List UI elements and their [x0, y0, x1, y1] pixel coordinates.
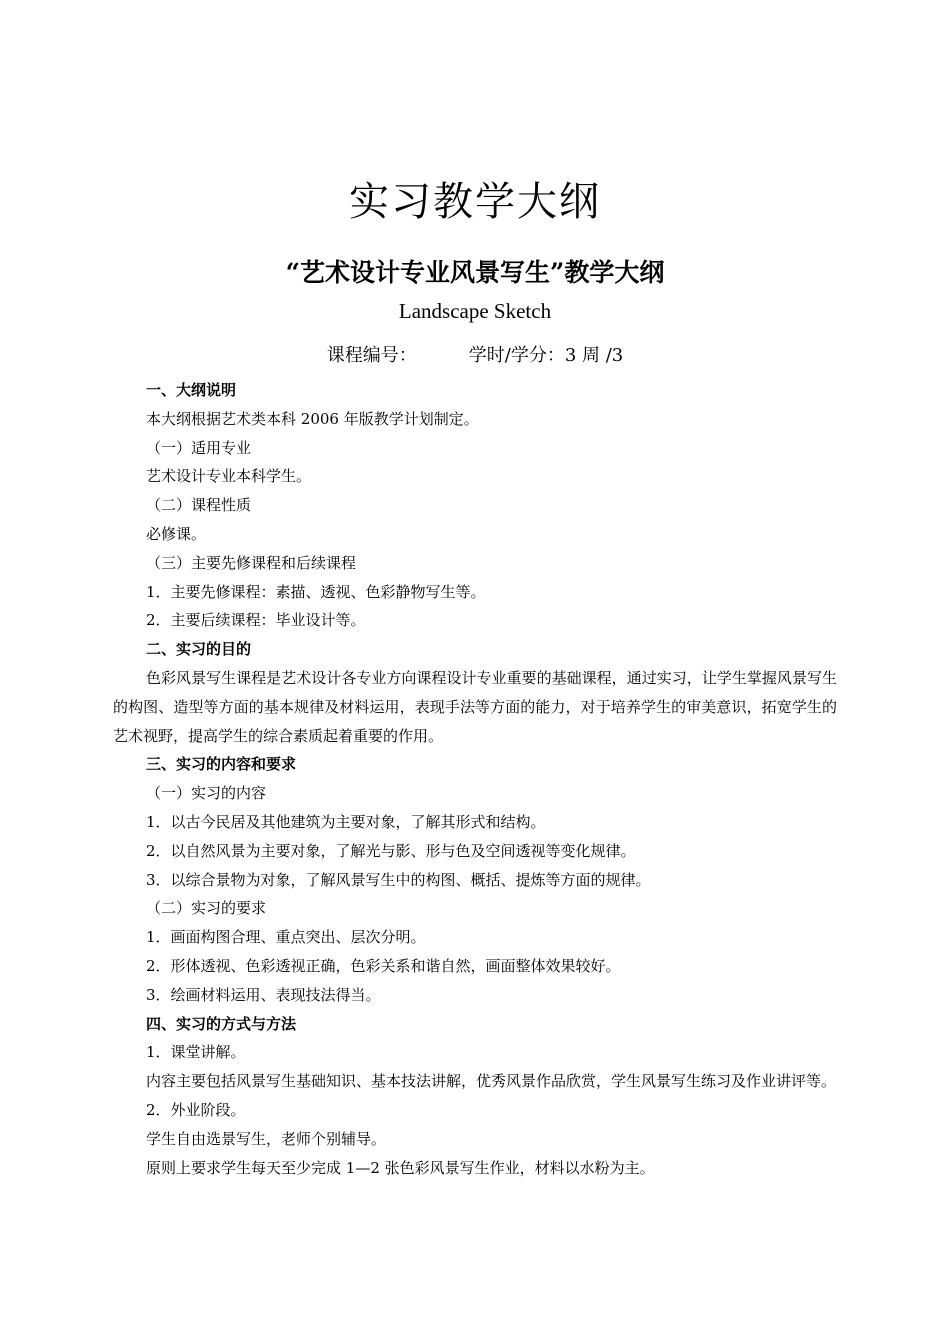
body-paragraph: 1．以古今民居及其他建筑为主要对象，了解其形式和结构。 — [146, 812, 546, 831]
body-paragraph: 2．外业阶段。 — [146, 1100, 246, 1119]
course-code-label: 课程编号： — [326, 345, 417, 366]
section-heading: 一、大纲说明 — [146, 381, 237, 399]
section-heading: 四、实习的方式与方法 — [146, 1014, 297, 1033]
course-info-line — [0, 343, 950, 369]
body-paragraph: （二）实习的要求 — [146, 899, 267, 918]
body-paragraph: 1．画面构图合理、重点突出、层次分明。 — [146, 928, 426, 947]
body-paragraph: 2．形体透视、色彩透视正确，色彩关系和谐自然，画面整体效果较好。 — [146, 956, 621, 975]
body-paragraph: 学生自由选景写生，老师个别辅导。 — [146, 1129, 387, 1148]
body-paragraph: 2．主要后续课程：毕业设计等。 — [146, 611, 366, 630]
document-body — [113, 376, 837, 1182]
body-paragraph: （一）适用专业 — [146, 438, 252, 457]
english-title: Landscape Sketch — [398, 299, 552, 323]
body-paragraph: 3．绘画材料运用、表现技法得当。 — [146, 985, 381, 1004]
body-paragraph: 内容主要包括风景写生基础知识、基本技法讲解，优秀风景作品欣赏，学生风景写生练习及作业讲评等。 — [146, 1072, 837, 1091]
section-heading: 三、实习的内容和要求 — [146, 755, 297, 774]
body-paragraph: 3．以综合景物为对象，了解风景写生中的构图、概括、提炼等方面的规律。 — [146, 870, 651, 889]
body-paragraph: 1．课堂讲解。 — [146, 1043, 246, 1062]
body-paragraph: 原则上要求学生每天至少完成 1—2 张色彩风景写生作业，材料以水粉为主。 — [146, 1158, 655, 1177]
body-paragraph: 色彩风景写生课程是艺术设计各专业方向课程设计专业重要的基础课程，通过实习，让学生掌握风景写生的构图、造型等方面的基本规律及材料运用，表现手法等方面的能力，对于培养学生的审美意识，拓宽学生的艺术视野，提高学生的综合素质起着重要的作用。 — [113, 668, 837, 745]
body-paragraph: 2．以自然风景为主要对象，了解光与影、形与色及空间透视等变化规律。 — [146, 841, 636, 860]
body-paragraph: 必修课。 — [146, 524, 207, 543]
body-paragraph: （二）课程性质 — [146, 496, 252, 515]
body-paragraph: （一）实习的内容 — [146, 784, 267, 803]
body-paragraph: 1．主要先修课程：素描、透视、色彩静物写生等。 — [146, 582, 486, 601]
syllabus-subtitle: “艺术设计专业风景写生”教学大纲 — [285, 258, 665, 287]
body-paragraph: 本大纲根据艺术类本科 2006 年版教学计划制定。 — [146, 409, 479, 428]
body-paragraph: 艺术设计专业本科学生。 — [146, 467, 312, 486]
hours-credits: 学时/学分：3 周 /3 — [468, 345, 624, 366]
section-heading: 二、实习的目的 — [146, 640, 252, 659]
page-title: 实习教学大纲 — [349, 179, 601, 225]
body-paragraph: （三）主要先修课程和后续课程 — [146, 553, 357, 572]
